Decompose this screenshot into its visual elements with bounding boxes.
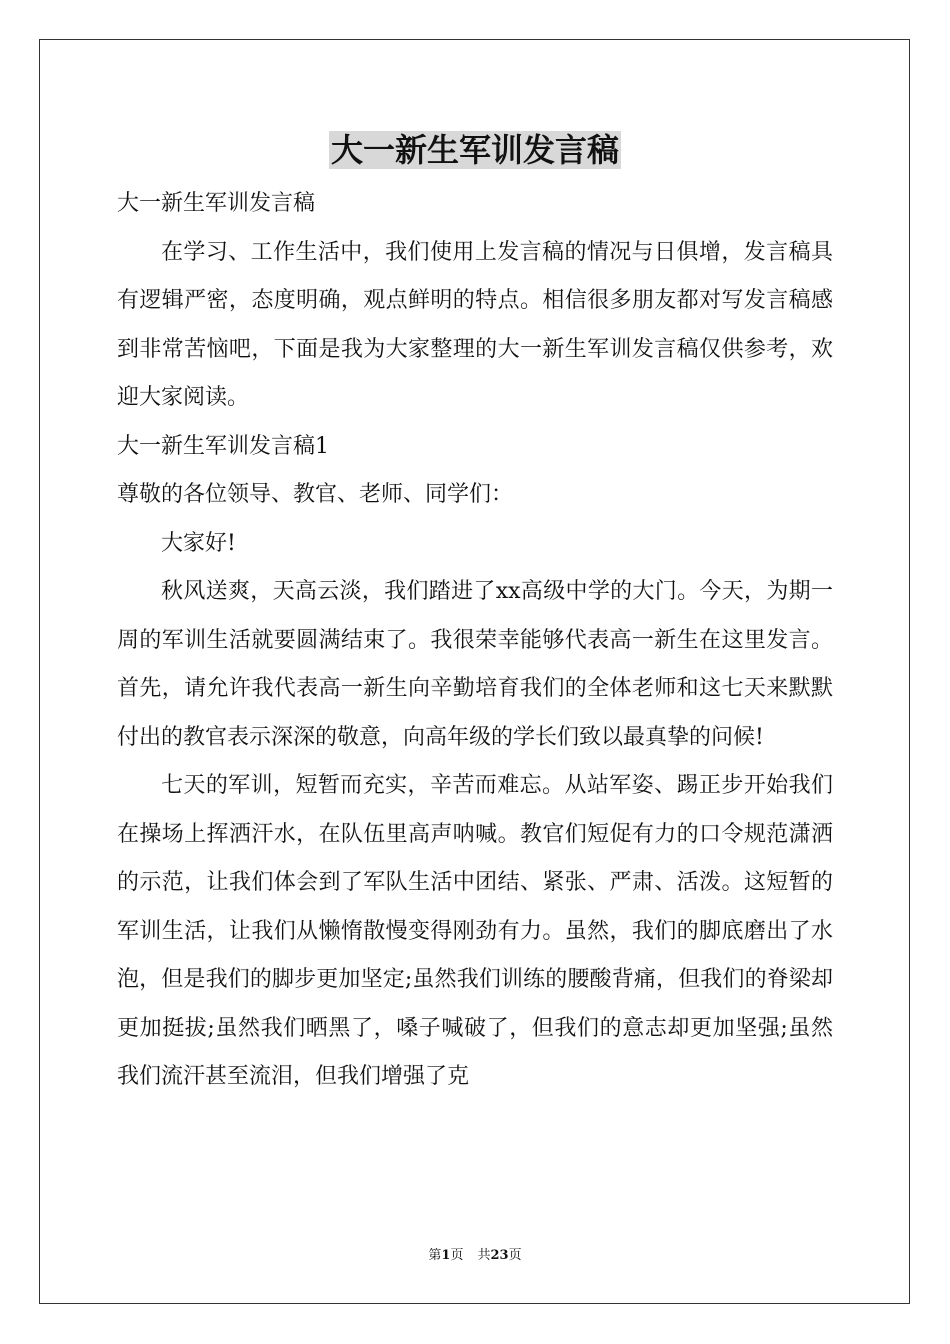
document-body	[117, 180, 833, 1102]
paragraph-body-2: 七天的军训，短暂而充实，辛苦而难忘。从站军姿、踢正步开始我们在操场上挥洒汗水，在队伍里高声呐喊。教官们短促有力的口令规范潇洒的示范，让我们体会到了军队生活中团结、紧张、严肃、活泼。这短暂的军训生活，让我们从懒惰散慢变得刚劲有力。虽然，我们的脚底磨出了水泡，但是我们的脚步更加坚定;虽然我们训练的腰酸背痛，但我们的脊梁却更加挺拔;虽然我们晒黑了，嗓子喊破了，但我们的意志却更加坚强;虽然我们流汗甚至流泪，但我们增强了克	[117, 773, 833, 1089]
paragraph-subtitle: 大一新生军训发言稿	[117, 191, 316, 216]
page-total: 共23页	[477, 1248, 522, 1263]
page-footer	[0, 1247, 950, 1265]
page-number: 第1页	[428, 1248, 464, 1263]
paragraph-greeting: 大家好!	[161, 530, 236, 556]
paragraph-body-1: 秋风送爽，天高云淡，我们踏进了xx高级中学的大门。今天，为期一周的军训生活就要圆满结束了。我很荣幸能够代表高一新生在这里发言。首先，请允许我代表高一新生向辛勤培育我们的全体老师和这七天来默默付出的教官表示深深的敬意，向高年级的学长们致以最真挚的问候!	[117, 579, 833, 750]
document-title	[0, 128, 950, 172]
document-title-text: 大一新生军训发言稿	[330, 131, 619, 169]
paragraph-salutation: 尊敬的各位领导、教官、老师、同学们：	[117, 482, 514, 507]
paragraph-intro: 在学习、工作生活中，我们使用上发言稿的情况与日俱增，发言稿具有逻辑严密，态度明确，观点鲜明的特点。相信很多朋友都对写发言稿感到非常苦恼吧，下面是我为大家整理的大一新生军训发言稿仅供参考，欢迎大家阅读。	[117, 239, 833, 410]
paragraph-section-heading: 大一新生军训发言稿1	[117, 433, 329, 459]
